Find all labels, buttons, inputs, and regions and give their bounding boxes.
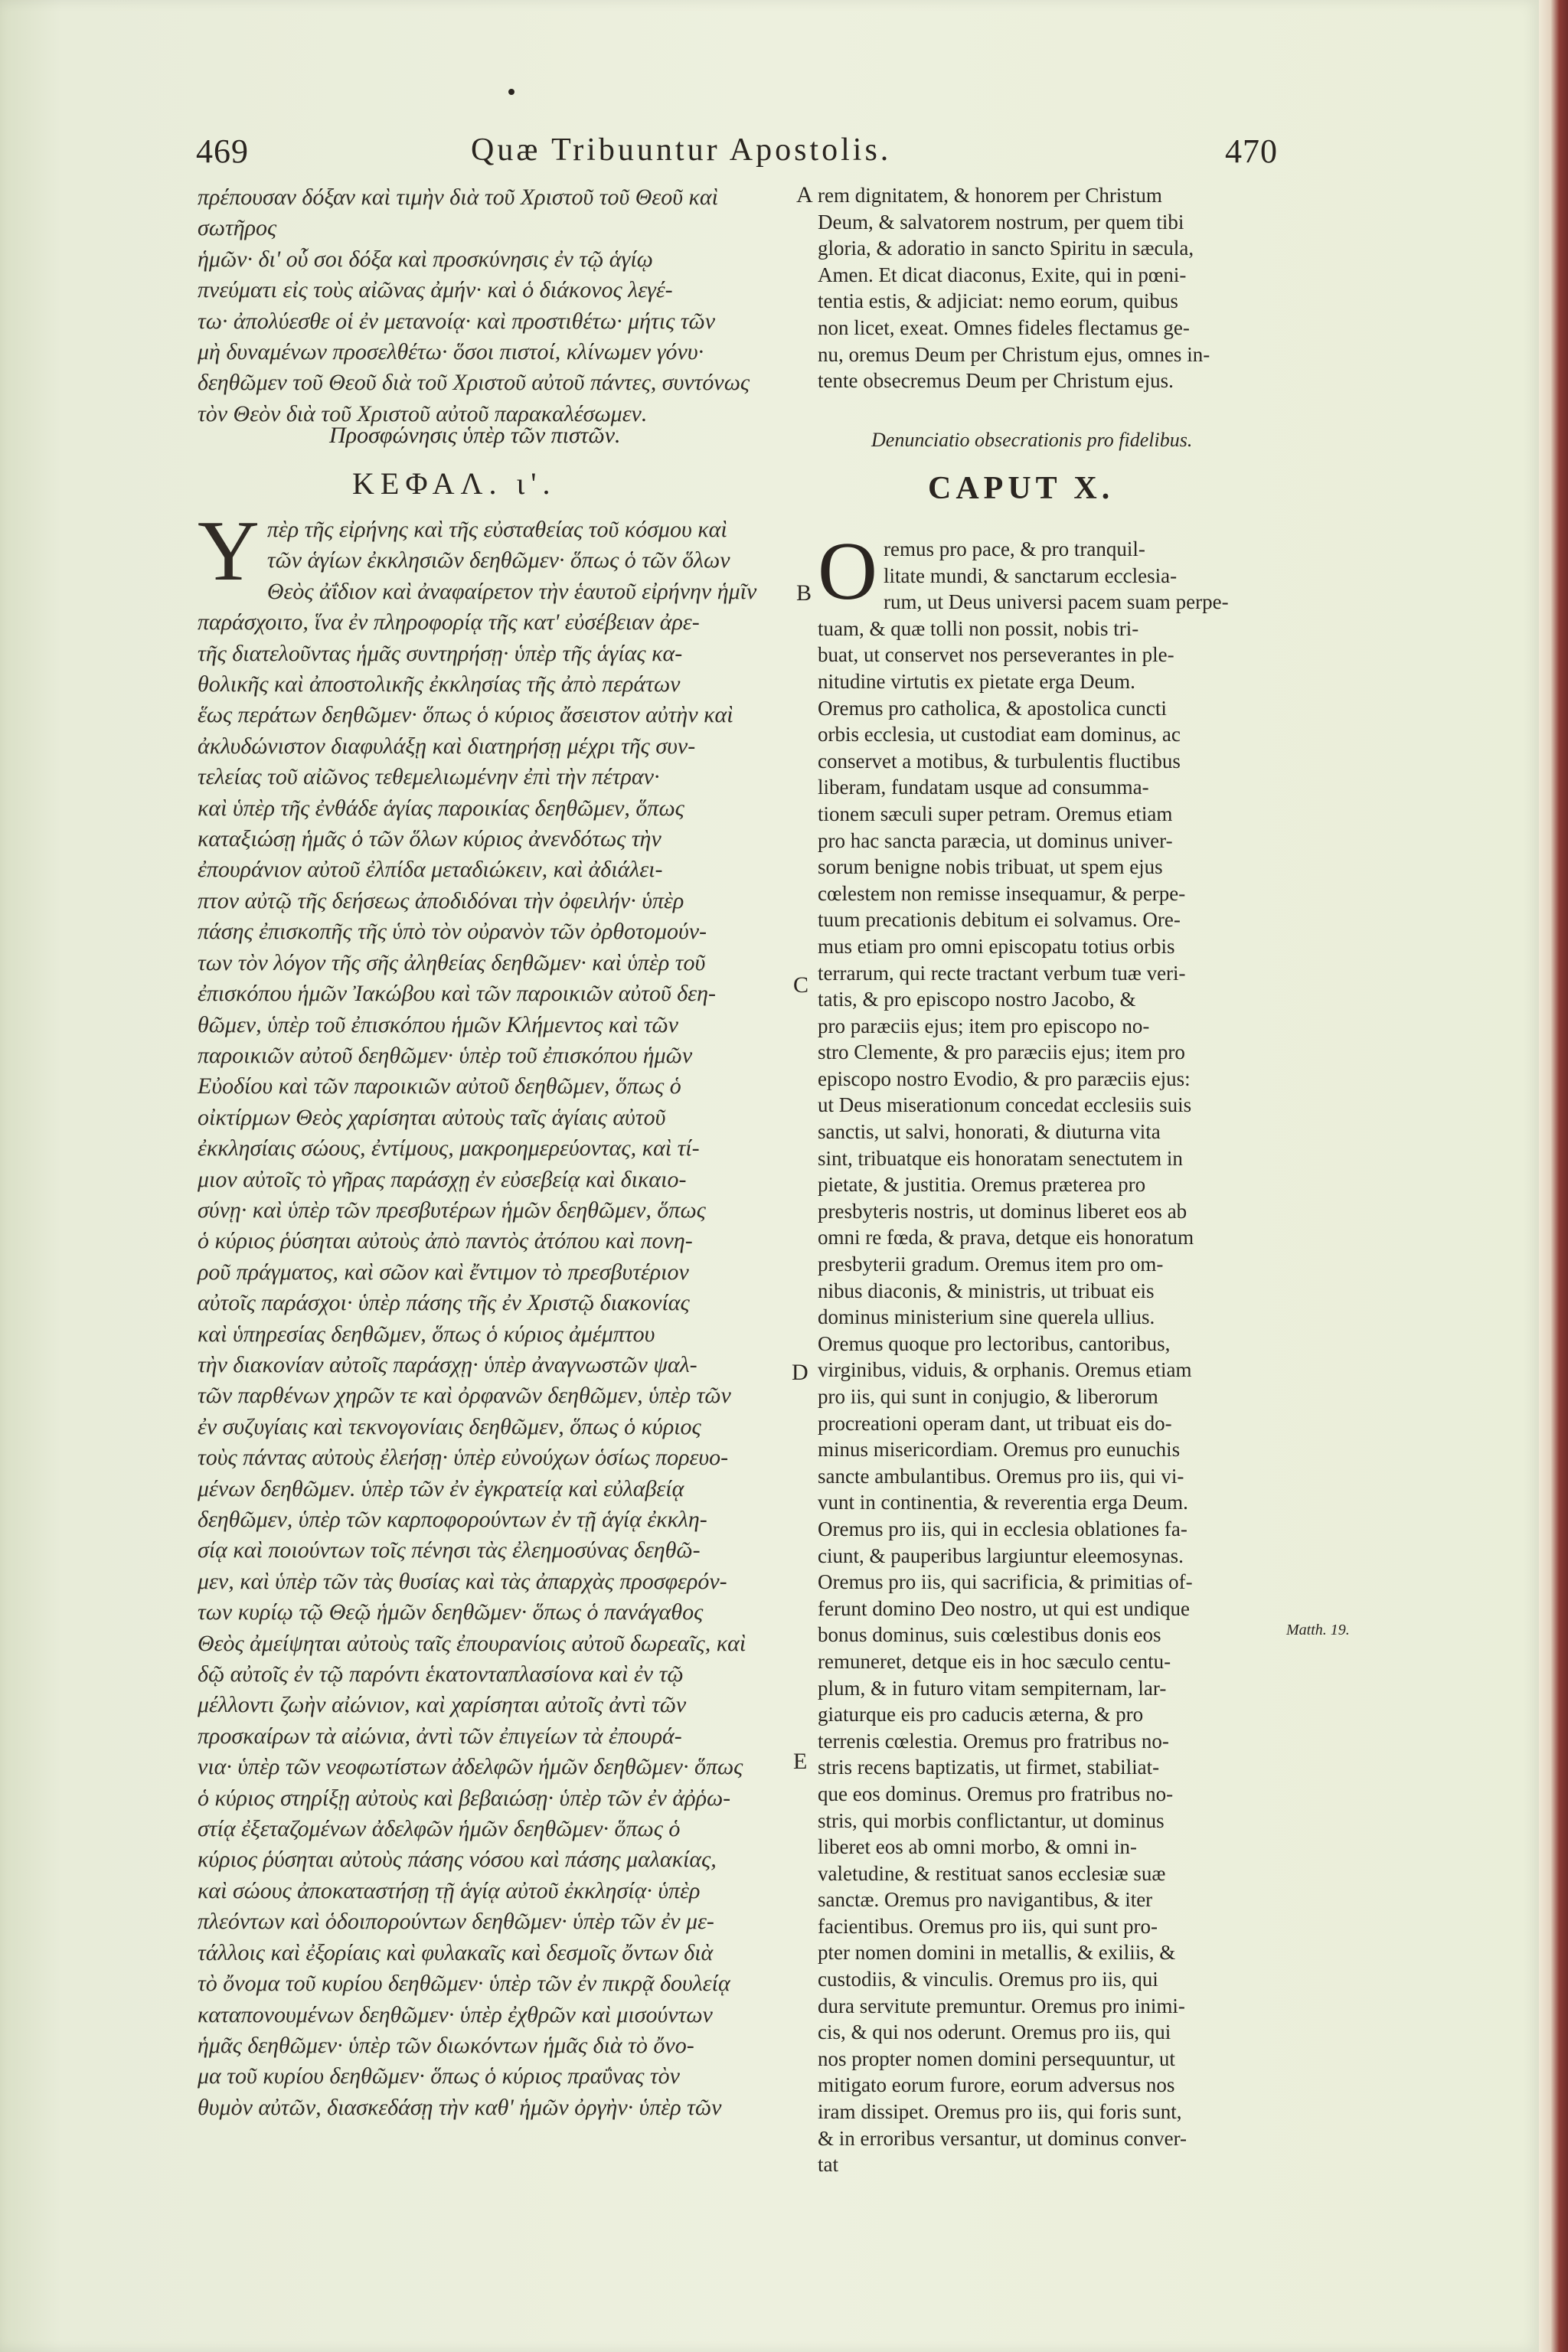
printer-mark-dot [508,89,514,95]
latin-drop-cap: O [818,526,877,617]
book-binding-edge [1539,0,1568,2352]
greek-drop-cap: Υ [198,504,260,599]
page-number-left: 469 [196,132,249,170]
greek-body-paragraph: πὲρ τῆς εἰρήνης καὶ τῆς εὐσταθείας τοῦ κόσμου καὶ τῶν ἁγίων ἐκκλησιῶν δεηθῶμεν· ὅπως ὁ τῶν ὅλων Θεὸς ἀΐδιον καὶ ἀναφαίρετον τὴν ἑαυτοῦ εἰρήνην ἡμῖν παράσχοιτο, ἵνα ἐν πληροφορίᾳ τῆς κατ' εὐσέβειαν ἀρε- τῆς διατελοῦντας ἡμᾶς συντηρήσῃ· ὑπὲρ τῆς ἁγίας κα- θολικῆς καὶ ἀποστολικῆς ἐκκλησίας τῆς ἀπὸ περάτων ἕως περάτων δεηθῶμεν· ὅπως ὁ κύριος ἄσειστον αὐτὴν καὶ ἀκλυδώνιστον διαφυλάξῃ καὶ διατηρήσῃ μέχρι τῆς συν- τελείας τοῦ αἰῶνος τεθεμελιωμένην ἐπὶ τὴν πέτραν· καὶ ὑπὲρ τῆς ἐνθάδε ἁγίας παροικίας δεηθῶμεν, ὅπως καταξιώσῃ ἡμᾶς ὁ τῶν ὅλων κύριος ἀνενδότως τὴν ἐπουράνιον αὐτοῦ ἐλπίδα μεταδιώκειν, καὶ ἀδιάλει- πτον αὐτῷ τῆς δεήσεως ἀποδιδόναι τὴν ὀφειλήν· ὑπὲρ πάσης ἐπισκοπῆς τῆς ὑπὸ τὸν οὐρανὸν τῶν ὀρθοτομούν- των τὸν λόγον τῆς σῆς ἀληθείας δεηθῶμεν· καὶ ὑπὲρ τοῦ ἐπισκόπου ἡμῶν Ἰακώβου καὶ τῶν παροικιῶν αὐτοῦ δεη- θῶμεν, ὑπὲρ τοῦ ἐπισκόπου ἡμῶν Κλήμεντος καὶ τῶν παροικιῶν αὐτοῦ δεηθῶμεν· ὑπὲρ τοῦ ἐπισκόπου ἡμῶν Εὐοδίου καὶ τῶν παροικιῶν αὐτοῦ δεηθῶμεν, ὅπως ὁ οἰκτίρμων Θεὸς χαρίσηται αὐτοὺς ταῖς ἁγίαις αὐτοῦ ἐκκλησίαις σώους, ἐντίμους, μακροημερεύοντας, καὶ τί- μιον αὐτοῖς τὸ γῆρας παράσχῃ ἐν εὐσεβείᾳ καὶ δικαιο- σύνῃ· καὶ ὑπὲρ τῶν πρεσβυτέρων ἡμῶν δεηθῶμεν, ὅπως ὁ κύριος ῥύσηται αὐτοὺς ἀπὸ παντὸς ἀτόπου καὶ πονη- ροῦ πράγματος, καὶ σῶον καὶ ἔντιμον τὸ πρεσβυτέριον αὐτοῖς παράσχοι· ὑπὲρ πάσης τῆς ἐν Χριστῷ διακονίας καὶ ὑπηρεσίας δεηθῶμεν, ὅπως ὁ κύριος ἀμέμπτου τὴν διακονίαν αὐτοῖς παράσχῃ· ὑπὲρ ἀναγνωστῶν ψαλ- τῶν παρθένων χηρῶν τε καὶ ὀρφανῶν δεηθῶμεν, ὑπὲρ τῶν ἐν συζυγίαις καὶ τεκνογονίαις δεηθῶμεν, ὅπως ὁ κύριος τοὺς πάντας αὐτοὺς ἐλεήσῃ· ὑπὲρ εὐνούχων ὁσίως πορευο- μένων δεηθῶμεν. ὑπὲρ τῶν ἐν ἐγκρατείᾳ καὶ εὐλαβείᾳ δεηθῶμεν, ὑπὲρ τῶν καρποφορούντων ἐν τῇ ἁγίᾳ ἐκκλη- σίᾳ καὶ ποιούντων τοῖς πένησι τὰς ἐλεημοσύνας δεηθῶ- μεν, καὶ ὑπὲρ τῶν τὰς θυσίας καὶ τὰς ἀπαρχὰς προσφερόν- των κυρίῳ τῷ Θεῷ ἡμῶν δεηθῶμεν· ὅπως ὁ πανάγαθος Θεὸς ἀμείψηται αὐτοὺς ταῖς ἐπουρανίοις αὐτοῦ δωρεαῖς, καὶ δῷ αὐτοῖς ἐν τῷ παρόντι ἑκατονταπλασίονα καὶ ἐν τῷ μέλλοντι ζωὴν αἰώνιον, καὶ χαρίσηται αὐτοῖς ἀντὶ τῶν προσκαίρων τὰ αἰώνια, ἀντὶ τῶν ἐπιγείων τὰ ἐπουρά- νια· ὑπὲρ τῶν νεοφωτίστων ἀδελφῶν ἡμῶν δεηθῶμεν· ὅπως ὁ κύριος στηρίξῃ αὐτοὺς καὶ βεβαιώσῃ· ὑπὲρ τῶν ἐν ἀῤῥω- στίᾳ ἐξεταζομένων ἀδελφῶν ἡμῶν δεηθῶμεν· ὅπως ὁ κύριος ῥύσηται αὐτοὺς πάσης νόσου καὶ πάσης μαλακίας, καὶ σώους ἀποκαταστήσῃ τῇ ἁγίᾳ αὐτοῦ ἐκκλησίᾳ· ὑπὲρ πλεόντων καὶ ὁδοιπορούντων δεηθῶμεν· ὑπὲρ τῶν ἐν με- τάλλοις καὶ ἐξορίαις καὶ φυλακαῖς καὶ δεσμοῖς ὄντων διὰ τὸ ὄνομα τοῦ κυρίου δεηθῶμεν· ὑπὲρ τῶν ἐν πικρᾷ δουλείᾳ καταπονουμένων δεηθῶμεν· ὑπὲρ ἐχθρῶν καὶ μισούντων ἡμᾶς δεηθῶμεν· ὑπὲρ τῶν διωκόντων ἡμᾶς διὰ τὸ ὄνο- μα τοῦ κυρίου δεηθῶμεν· ὅπως ὁ κύριος πραΰνας τὸν θυμὸν αὐτῶν, διασκεδάσῃ τὴν καθ' ἡμῶν ὀργὴν· ὑπὲρ τῶν [198,517,757,2120]
margin-letter-a: A [796,182,813,207]
greek-section-title: Προσφώνησις ὑπὲρ τῶν πιστῶν. [329,423,621,448]
margin-letter-c: C [793,972,809,998]
greek-column-top [198,182,781,430]
margin-letter-e: E [793,1749,808,1774]
greek-column-body [198,504,781,2123]
latin-column-body [818,526,1280,2178]
latin-section-title: Denunciatio obsecrationis pro fidelibus. [871,429,1193,451]
greek-chapter-heading: ΚΕΦΑΛ. ι'. [352,466,557,501]
running-title: Quæ Tribuuntur Apostolis. [471,132,892,168]
latin-chapter-heading: CAPUT X. [928,471,1115,506]
latin-top-paragraph: rem dignitatem, & honorem per Christum Deum, & salvatorem nostrum, per quem tibi gloria, & adoratio in sancto Spiritu in sæcula, Amen. Et dicat diaconus, Exite, qui in pœni- tentia estis, & adjiciat: nemo eorum, quibus non licet, exeat. Omnes fideles flectamus ge- nu, oremus Deum per Christum ejus, omnes in- tente obsecremus Deum per Christum ejus. [818,184,1210,393]
margin-letter-d: D [792,1360,808,1385]
greek-top-paragraph: πρέπουσαν δόξαν καὶ τιμὴν διὰ τοῦ Χριστοῦ τοῦ Θεοῦ καὶ σωτῆρος ἡμῶν· δι' οὗ σοι δόξα καὶ προσκύνησις ἐν τῷ ἁγίῳ πνεύματι εἰς τοὺς αἰῶνας ἀμήν· καὶ ὁ διάκονος λεγέ- τω· ἀπολύεσθε οἱ ἐν μετανοίᾳ· καὶ προστιθέτω· μήτις τῶν μὴ δυναμένων προσελθέτω· ὅσοι πιστοί, κλίνωμεν γόνυ· δεηθῶμεν τοῦ Θεοῦ διὰ τοῦ Χριστοῦ αὐτοῦ πάντες, συντόνως τὸν Θεὸν διὰ τοῦ Χριστοῦ αὐτοῦ παρακαλέσωμεν. [198,185,750,426]
latin-body-paragraph: remus pro pace, & pro tranquil- litate mundi, & sanctarum ecclesia- rum, ut Deus universi pacem suam perpe- tuam, & quæ tolli non possit, nobis tri- buat, ut conservet nos perseverantes in ple- nitudine virtutis ex pietate erga Deum. Oremus pro catholica, & apostolica cuncti orbis ecclesia, ut custodiat eam dominus, ac conservet a motibus, & turbulentis fluctibus liberam, fundatam usque ad consumma- tionem sæculi super petram. Oremus etiam pro hac sancta paræcia, ut dominus univer- sorum benigne nobis tribuat, ut spem ejus cœlestem non remisse insequamur, & perpe- tuum precationis debitum ei solvamus. Ore- mus etiam pro omni episcopatu totius orbis terrarum, qui recte tractant verbum tuæ veri- tatis, & pro episcopo nostro Jacobo, & pro paræciis ejus; item pro episcopo no- stro Clemente, & pro paræciis ejus; item pro episcopo nostro Evodio, & pro paræciis ejus: ut Deus miserationum concedat ecclesiis suis sanctis, ut salvi, honorati, & diuturna vita sint, tribuatque eis honoratam senectutem in pietate, & justitia. Oremus præterea pro presbyteris nostris, ut dominus liberet eos ab omni re fœda, & prava, detque eis honoratum presbyterii gradum. Oremus item pro om- nibus diaconis, & ministris, ut tribuat eis dominus ministerium sine querela ullius. Oremus quoque pro lectoribus, cantoribus, virginibus, viduis, & orphanis. Oremus etiam pro iis, qui sunt in conjugio, & liberorum procreationi operam dant, ut tribuat eis do- minus misericordiam. Oremus pro eunuchis sancte ambulantibus. Oremus pro iis, qui vi- vunt in continentia, & reverentia erga Deum. Oremus pro iis, qui in ecclesia oblationes fa- ciunt, & pauperibus largiuntur eleemosynas. Oremus pro iis, qui sacrificia, & primitias of- ferunt domino Deo nostro, ut qui est undique bonus dominus, suis cœlestibus donis eos remuneret, detque eis in hoc sæculo centu- plum, & in futuro vitam sempiternam, lar- giaturque eis pro caducis æterna, & pro terrenis cœlestia. Oremus pro fratribus no- stris recens baptizatis, ut firmet, stabiliat- que eos dominus. Oremus pro fratribus no- stris, qui morbis conflictantur, ut dominus liberet eos ab omni morbo, & omni in- valetudine, & restituat sanos ecclesiæ suæ sanctæ. Oremus pro navigantibus, & iter facientibus. Oremus pro iis, qui sunt pro- pter nomen domini in metallis, & exiliis, & custodiis, & vinculis. Oremus pro iis, qui dura servitute premuntur. Oremus pro inimi- cis, & qui nos oderunt. Oremus pro iis, qui nos propter nomen domini persequuntur, ut mitigato eorum furore, eorum adversus nos iram dissipet. Oremus pro iis, qui foris sunt, & in erroribus versantur, ut dominus conver- tat [818,537,1229,2177]
margin-reference-note: Matth. 19. [1286,1622,1350,1638]
page-number-right: 470 [1225,132,1278,170]
latin-column-top [818,182,1280,394]
margin-letter-b: B [796,580,812,606]
